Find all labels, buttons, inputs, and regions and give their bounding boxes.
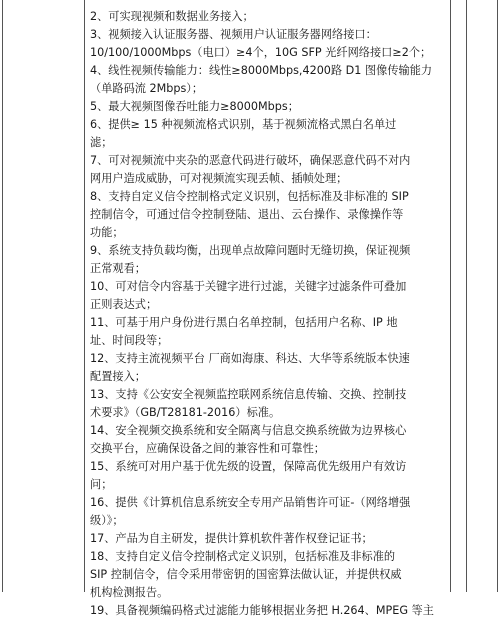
spec-list <box>90 0 448 619</box>
list-item: 功能； <box>90 226 124 239</box>
list-item: 10、可对信令内容基于关键字进行过滤，关键字过滤条件可叠加 <box>90 280 407 293</box>
table-border-col2 <box>450 0 451 592</box>
list-item: 17、产品为自主研发，提供计算机软件著作权登记证书； <box>90 532 373 545</box>
list-item: 正常观看； <box>90 262 146 275</box>
list-item: 12、支持主流视频平台 厂商如海康、科达、大华等系统版本快速 <box>90 352 410 365</box>
list-item: 网用户造成威胁，可对视频流实现丢帧、插帧处理； <box>90 172 348 185</box>
list-item: 8、支持自定义信令控制格式定义识别，包括标准及非标准的 SIP <box>90 190 409 203</box>
list-item: 4、线性视频传输能力：线性≥8000Mbps,4200路 D1 图像传输能力 <box>90 64 433 77</box>
list-item: 3、视频接入认证服务器、视频用户认证服务器网络接口： <box>90 28 377 41</box>
list-item: 5、最大视频图像吞吐能力≥8000Mbps； <box>90 100 299 113</box>
list-item: 控制信令，可通过信令控制登陆、退出、云台操作、录像操作等 <box>90 208 404 221</box>
table-border-left <box>2 0 3 592</box>
list-item: 术要求》（GB/T28181-2016）标准。 <box>90 406 281 419</box>
list-item: 交换平台，应确保设备之间的兼容性和可靠性； <box>90 442 325 455</box>
list-item: 级）》； <box>90 514 124 527</box>
list-item: 15、系统可对用户基于优先级的设置，保障高优先级用户有效访 <box>90 460 407 473</box>
list-item: 18、支持自定义信令控制格式定义识别，包括标准及非标准的 <box>90 550 396 563</box>
list-item: 9、系统支持负载均衡，出现单点故障问题时无缝切换，保证视频 <box>90 244 411 257</box>
list-item: 机构检测报告。 <box>90 586 169 599</box>
table-border-col1 <box>84 0 85 592</box>
list-item: 2、可实现视频和数据业务接入； <box>90 10 254 23</box>
list-item: 址、时间段等； <box>90 334 169 347</box>
list-item: 11、可基于用户身份进行黑白名单控制，包括用户名称、IP 地 <box>90 316 398 329</box>
table-border-right <box>497 0 498 592</box>
list-item: 16、提供《计算机信息系统安全专用产品销售许可证-（网络增强 <box>90 496 411 509</box>
list-item: 配置接入； <box>90 370 146 383</box>
list-item: （单路码流 2Mbps）； <box>90 82 204 95</box>
table-border-col3 <box>466 0 467 592</box>
list-item: 6、提供≥ 15 种视频流格式识别，基于视频流格式黑白名单过 <box>90 118 397 131</box>
list-item: 正则表达式； <box>90 298 158 311</box>
list-item: 滤； <box>90 136 113 149</box>
list-item: 14、安全视频交换系统和安全隔离与信息交换系统做为边界核心 <box>90 424 407 437</box>
list-item: 13、支持《公安安全视频监控联网系统信息传输、交换、控制技 <box>90 388 407 401</box>
list-item: 问； <box>90 478 113 491</box>
list-item: 10/100/1000Mbps（电口）≥4个，10G SFP 光纤网络接口≥2个； <box>90 46 432 59</box>
list-item: SIP 控制信令，信令采用带密钥的国密算法做认证，并提供权威 <box>90 568 402 581</box>
list-item: 7、可对视频流中夹杂的恶意代码进行破坏，确保恶意代码不对内 <box>90 154 411 167</box>
list-item: 19、具备视频编码格式过滤能力能够根据业务把 H.264、MPEG 等主 <box>90 604 434 617</box>
